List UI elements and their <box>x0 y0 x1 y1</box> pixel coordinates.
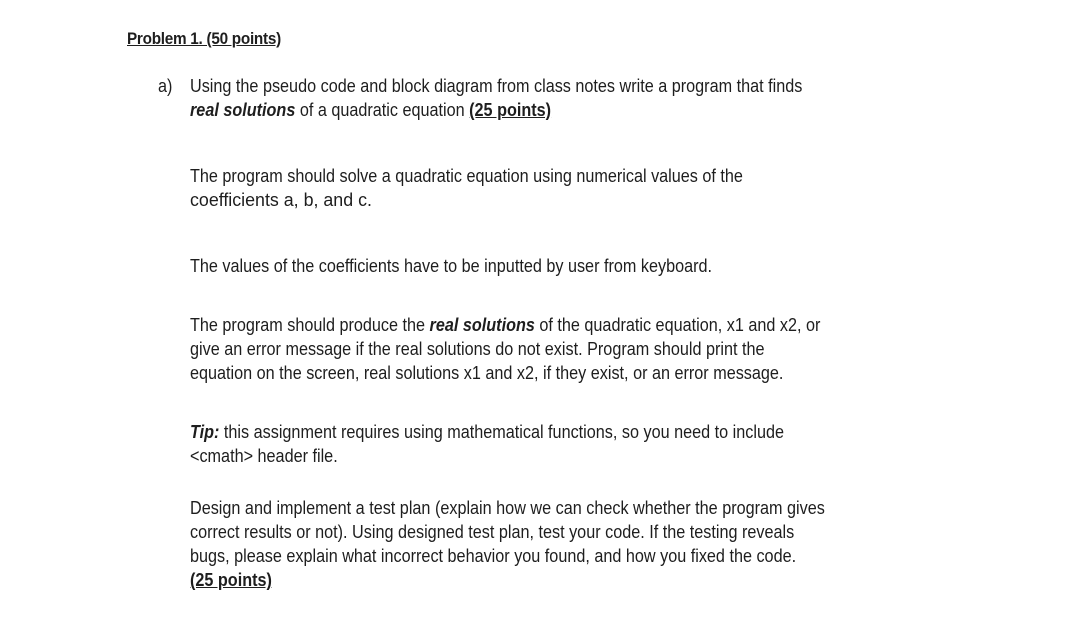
tip-line-1 <box>190 420 955 444</box>
solve-line-2-text: coefficients a, b, and c. <box>190 190 372 210</box>
tip-label: Tip: <box>190 422 220 442</box>
test-plan-line-1: Design and implement a test plan (explain how we can check whether the program gives <box>190 498 825 518</box>
input-line-1: The values of the coefficients have to be inputted by user from keyboard. <box>190 256 713 276</box>
tip-paragraph <box>190 420 955 468</box>
output-line-1-pre: The program should produce the <box>190 315 430 335</box>
output-line-1 <box>190 313 955 337</box>
intro-paragraph <box>190 74 955 122</box>
tip-line-2: <cmath> header file. <box>190 446 338 466</box>
output-line-1-post: of the quadratic equation, x1 and x2, or <box>534 315 821 335</box>
test-plan-line-4 <box>190 568 955 592</box>
intro-emphasis: real solutions <box>190 100 296 120</box>
solve-line-2 <box>190 188 955 212</box>
solve-paragraph <box>190 164 955 212</box>
intro-line-2-text: of a quadratic equation <box>295 100 470 120</box>
test-plan-line-3: bugs, please explain what incorrect behavior you found, and how you fixed the code. <box>190 546 797 566</box>
intro-points: (25 points) <box>469 100 552 120</box>
tip-line-1-text: this assignment requires using mathematical functions, so you need to include <box>219 422 785 442</box>
input-paragraph <box>190 254 955 278</box>
output-paragraph <box>190 313 955 385</box>
item-a-label: a) <box>158 76 173 96</box>
test-plan-points: (25 points) <box>190 570 272 590</box>
output-line-3: equation on the screen, real solutions x1 and x2, if they exist, or an error message. <box>190 363 784 383</box>
solve-line-1: The program should solve a quadratic equation using numerical values of the <box>190 166 743 186</box>
test-plan-line-2: correct results or not). Using designed test plan, test your code. If the testing reveals <box>190 522 795 542</box>
problem-title: Problem 1. (50 points) <box>127 29 281 48</box>
test-plan-paragraph <box>190 496 955 592</box>
intro-line-1: Using the pseudo code and block diagram from class notes write a program that finds <box>190 76 803 96</box>
intro-line-2 <box>190 98 955 122</box>
output-line-2: give an error message if the real solutions do not exist. Program should print the <box>190 339 765 359</box>
output-emphasis: real solutions <box>429 315 535 335</box>
